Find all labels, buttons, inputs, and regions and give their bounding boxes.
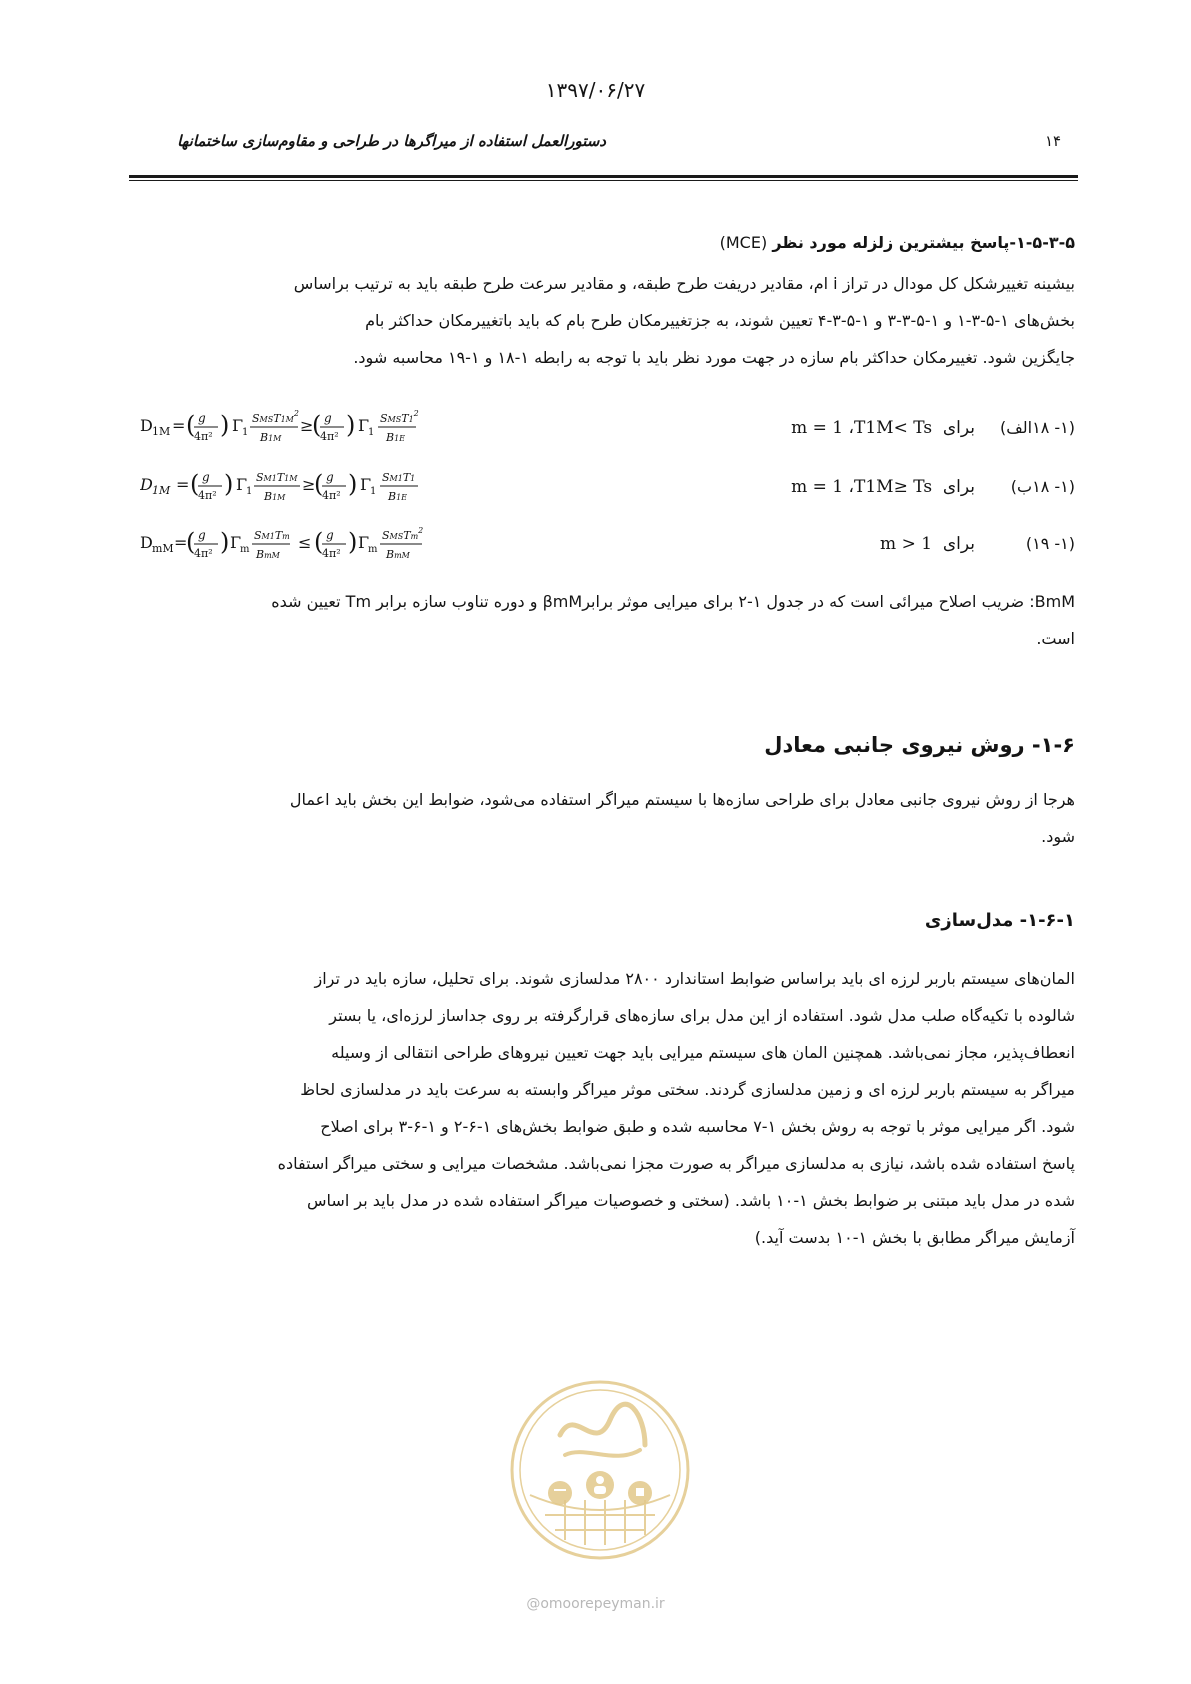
header-title: دستورالعمل استفاده از میراگرها در طراحی و مقاوم‌سازی ساختمانها <box>177 132 606 150</box>
equation-18a <box>140 406 480 453</box>
condition-prefix: برای <box>942 418 975 438</box>
svg-text:1: 1 <box>370 486 377 497</box>
header-date: ۱۳۹۷/۰۶/۲۷ <box>545 78 646 102</box>
section-heading-1-6: ۱-۶- روش نیروی جانبی معادل <box>764 733 1075 757</box>
svg-text:4π²: 4π² <box>322 547 341 560</box>
equation-19-number: (۱- ۱۹) <box>1025 534 1075 553</box>
svg-text:1M: 1M <box>152 425 171 438</box>
equation-18a-number: (۱- ۱۸الف) <box>999 418 1075 437</box>
header-rule-thin <box>129 180 1078 181</box>
svg-text:≥: ≥ <box>300 416 314 435</box>
svg-text:(: ( <box>186 411 196 439</box>
svg-text:SM1T1M: SM1T1M <box>256 471 298 484</box>
paragraph-line: آزمایش میراگر مطابق با بخش ۱-۱۰ بدست آید.) <box>754 1228 1075 1247</box>
svg-text:≤: ≤ <box>298 533 312 552</box>
equation-18a-condition <box>791 418 975 438</box>
svg-text:g: g <box>198 411 206 425</box>
svg-text:D: D <box>140 416 153 435</box>
equation-18b-math <box>140 465 480 507</box>
svg-text:B1E: B1E <box>386 431 406 444</box>
header-rule-thick <box>129 175 1078 178</box>
paragraph-line: المان‌های سیستم باربر لرزه ای باید براساس ضوابط استاندارد ۲۸۰۰ مدلسازی شوند. برای تحلیل، سازه باید در تراز <box>314 969 1075 988</box>
equation-19-condition <box>880 534 975 554</box>
svg-text:SM1Tm: SM1Tm <box>254 529 290 542</box>
svg-text:Γ: Γ <box>358 416 370 435</box>
equation-18b-number: (۱- ۱۸ب) <box>1010 477 1075 496</box>
paragraph-line: BmM: ضریب اصلاح میرائی است که در جدول ۱-۲ برای میرایی موثر برابرβmM و دوره تناوب سازه برابر Tm تعیین شده <box>271 592 1075 611</box>
paragraph-line: بیشینه تغییرشکل کل مودال در تراز i ام، مقادیر دریفت طرح طبقه، و مقادیر سرعت طرح طبقه باید به ترتیب براساس <box>293 274 1075 293</box>
svg-text:Γ: Γ <box>232 416 244 435</box>
svg-text:SMST1M2: $SMST1M^2$ <box>252 409 299 425</box>
paragraph-line: شالوده با تکیه‌گاه صلب مدل شود. استفاده از این مدل برای سازه‌های قرارگرفته بر روی جداساز لرزه‌ای، یا بستر <box>329 1006 1075 1025</box>
paragraph-mce <box>140 265 1075 376</box>
page-number: ۱۴ <box>1045 132 1062 150</box>
svg-text:≥: ≥ <box>302 475 316 494</box>
svg-text:g: g <box>326 528 334 542</box>
svg-text:1: 1 <box>368 427 375 438</box>
paragraph-bmm-note <box>140 583 1075 657</box>
condition-text: m = 1 ،T1M≥ Ts <box>791 477 933 497</box>
svg-text:4π²: 4π² <box>322 489 341 502</box>
svg-text:): ) <box>346 411 356 439</box>
svg-text:1M: 1M <box>152 484 171 497</box>
condition-text: m > 1 <box>880 534 933 554</box>
watermark-logo <box>505 1375 695 1565</box>
svg-text:SM1T1: SM1T1 <box>382 471 416 484</box>
paragraph-line: هرجا از روش نیروی جانبی معادل برای طراحی سازه‌ها با سیستم میراگر استفاده می‌شود، ضوابط این بخش باید اعمال <box>289 790 1075 809</box>
svg-text:mM: mM <box>152 542 174 555</box>
svg-text:B1M: B1M <box>264 490 286 503</box>
paragraph-line: شده در مدل باید مبتنی بر ضوابط بخش ۱-۱۰ باشد. (سختی و خصوصیات میراگر استفاده شده در مدل باید بر اساس <box>307 1191 1075 1210</box>
svg-text:g: g <box>198 528 206 542</box>
svg-text:B1E: B1E <box>388 490 408 503</box>
watermark-site <box>0 1596 1191 1612</box>
svg-text:1: 1 <box>246 486 253 497</box>
equation-19 <box>140 523 480 570</box>
svg-text:(: ( <box>312 411 322 439</box>
svg-text:B1M: B1M <box>260 431 282 444</box>
svg-text:Γ: Γ <box>360 475 372 494</box>
svg-text:): ) <box>220 411 230 439</box>
section-heading-1-6-1: ۱-۶-۱- مدل‌سازی <box>924 910 1075 931</box>
section-heading-abbr: (MCE) <box>719 233 768 252</box>
equation-18a-math <box>140 406 480 448</box>
condition-prefix: برای <box>942 534 975 554</box>
svg-text:(: ( <box>314 470 324 498</box>
paragraph-line: انعطاف‌پذیر، مجاز نمی‌باشد. همچنین المان های سیستم میرایی باید جهت تعیین نیروهای طراحی انتقالی از وسیله <box>331 1043 1075 1062</box>
svg-text:SMST12: $SMST1^2$ <box>380 409 419 425</box>
svg-text:D: D <box>140 533 153 552</box>
svg-text:g: g <box>326 470 334 484</box>
paragraph-line: شود. اگر میرایی موثر با توجه به روش بخش ۱-۷ محاسبه شده و طبق ضوابط بخش‌های ۱-۶-۲ و ۱-۶-۳ برای اصلاح <box>320 1117 1075 1136</box>
svg-text:Γ: Γ <box>236 475 248 494</box>
svg-text:BmM: BmM <box>386 548 410 561</box>
svg-text:(: ( <box>190 470 200 498</box>
svg-text:(: ( <box>186 528 196 556</box>
svg-text:): ) <box>220 528 230 556</box>
paragraph-line: جایگزین شود. تغییرمکان حداکثر بام سازه در جهت مورد نظر باید با توجه به رابطه ۱-۱۸ و ۱-۱۹ محاسبه شود. <box>353 348 1075 367</box>
svg-text:): ) <box>348 470 358 498</box>
svg-text:D: D <box>140 475 153 494</box>
paragraph-1-6 <box>140 781 1075 855</box>
svg-text:(: ( <box>314 528 324 556</box>
svg-text:): ) <box>348 528 358 556</box>
paragraph-1-6-1 <box>140 960 1075 1256</box>
svg-text:): ) <box>224 470 234 498</box>
svg-text:m: m <box>240 544 250 555</box>
svg-text:=: = <box>176 475 190 494</box>
svg-text:SMSTm2: SMSTm$^2$ <box>382 526 424 542</box>
paragraph-line: است. <box>1036 629 1075 648</box>
svg-text:Γ: Γ <box>230 533 242 552</box>
paragraph-line: شود. <box>1041 827 1075 846</box>
svg-text:g: g <box>202 470 210 484</box>
equation-19-math <box>140 523 480 565</box>
svg-text:4π²: 4π² <box>194 430 213 443</box>
svg-text:m: m <box>368 544 378 555</box>
svg-text:4π²: 4π² <box>194 547 213 560</box>
watermark-site-text: omoorepeyman.ir <box>540 1596 665 1612</box>
equation-18b-condition <box>791 477 975 497</box>
condition-text: m = 1 ،T1M< Ts <box>791 418 933 438</box>
svg-text:=: = <box>172 416 186 435</box>
section-heading-text: ۱-۵-۳-۵-پاسخ بیشترین زلزله مورد نظر <box>772 233 1075 252</box>
svg-text:4π²: 4π² <box>198 489 217 502</box>
condition-prefix: برای <box>942 477 975 497</box>
paragraph-line: پاسخ استفاده شده باشد، نیازی به مدلسازی میراگر به صورت مجزا نمی‌باشد. مشخصات میرایی و سختی میراگر استفاده <box>277 1154 1075 1173</box>
paragraph-line: بخش‌های ۱-۵-۳-۱ و ۱-۵-۳-۳ و ۱-۵-۳-۴ تعیین شوند، به جزتغییرمکان طرح بام که باید باتغییرمکان حداکثر بام <box>365 311 1075 330</box>
section-heading-1-5-3-5 <box>720 233 1075 252</box>
svg-text:=: = <box>174 533 188 552</box>
svg-text:g: g <box>324 411 332 425</box>
svg-text:Γ: Γ <box>358 533 370 552</box>
equation-18b <box>140 465 480 512</box>
svg-text:4π²: 4π² <box>320 430 339 443</box>
paragraph-line: میراگر به سیستم باربر لرزه ای و زمین مدلسازی گردند. سختی موثر میراگر وابسته به سرعت باید در مدلسازی لحاظ <box>300 1080 1075 1099</box>
svg-text:1: 1 <box>242 427 249 438</box>
at-icon: @ <box>526 1596 541 1612</box>
svg-text:BmM: BmM <box>256 548 280 561</box>
